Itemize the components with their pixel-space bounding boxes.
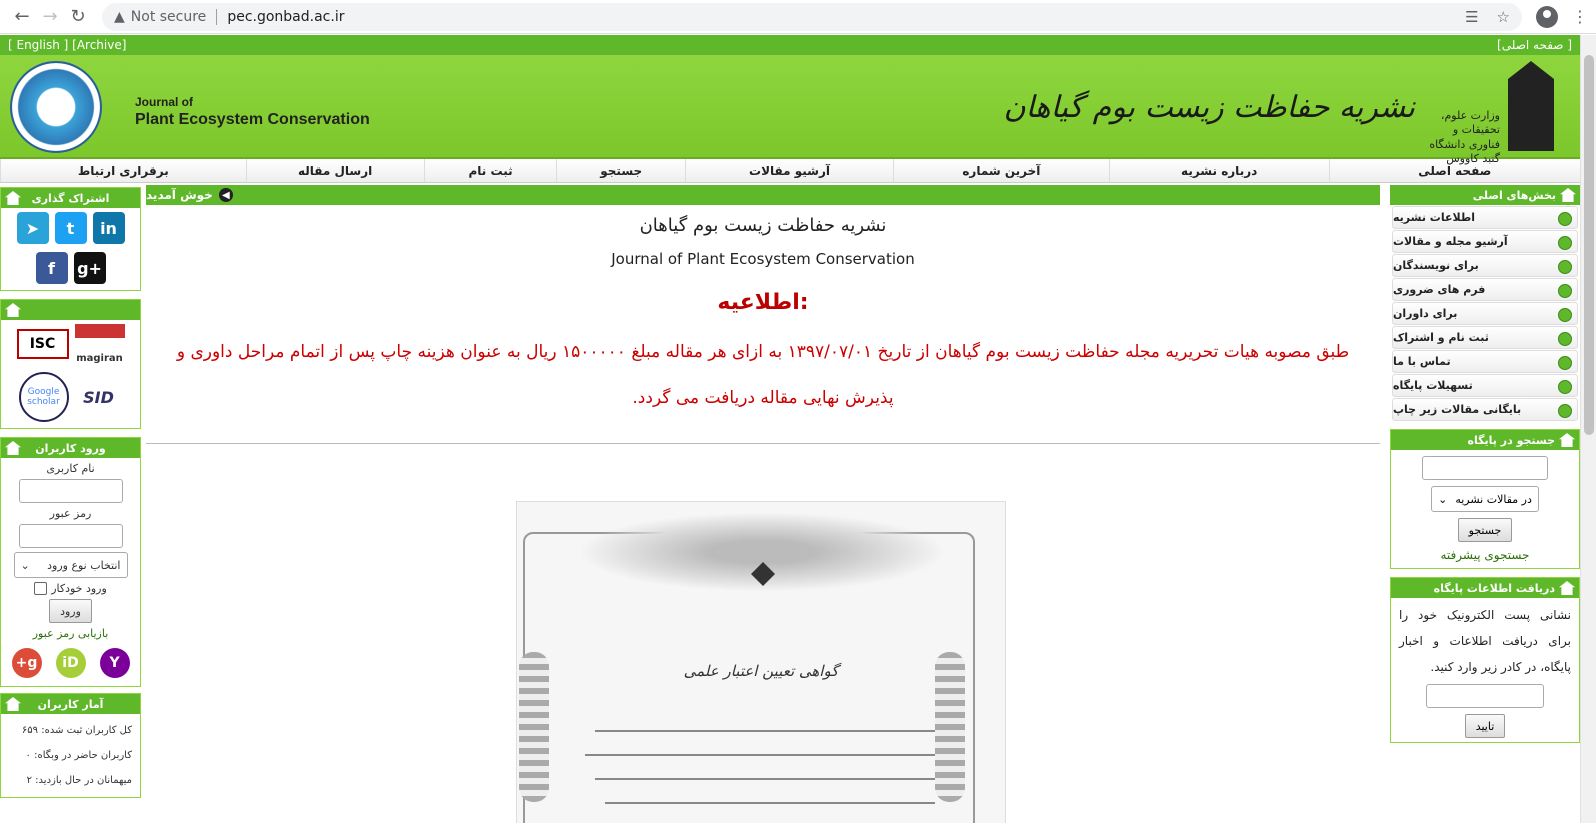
home-icon bbox=[5, 441, 21, 455]
right-sidebar bbox=[1390, 185, 1580, 743]
home-link[interactable]: [صفحه اصلی ] bbox=[1497, 38, 1572, 52]
sidebar-item[interactable]: بایگانی مقالات زیر چاپ bbox=[1392, 398, 1578, 421]
stat-guests: میهمانان در حال بازدید: ۲ bbox=[26, 775, 132, 786]
username-label: نام کاربری bbox=[46, 462, 95, 475]
site-header bbox=[0, 55, 1580, 165]
home-icon bbox=[5, 191, 21, 205]
journal-title-fa: نشریه حفاظت زیست بوم گیاهان bbox=[639, 215, 887, 236]
login-type-select[interactable]: انتخاب نوع ورود ⌄ bbox=[14, 552, 128, 578]
forward-icon[interactable]: → bbox=[42, 6, 58, 27]
journal-of-label: Journal of bbox=[135, 95, 194, 109]
orcid-login-icon[interactable]: iD bbox=[56, 648, 86, 678]
user-stats-header: آمار کاربران bbox=[1, 694, 140, 714]
top-links-bar bbox=[0, 35, 1580, 55]
scrollbar-thumb[interactable] bbox=[1584, 55, 1594, 435]
text-line bbox=[595, 730, 935, 732]
main-content bbox=[146, 185, 1380, 823]
stat-registered: کل کاربران ثبت شده: ۶۵۹ bbox=[21, 725, 132, 736]
journal-name-en: Plant Ecosystem Conservation bbox=[135, 111, 370, 128]
text-line bbox=[595, 778, 935, 780]
text-line bbox=[585, 754, 935, 756]
warning-icon: ▲ bbox=[114, 8, 125, 25]
auto-login-label: ورود خودکار bbox=[51, 582, 107, 595]
google-login-icon[interactable]: g+ bbox=[12, 648, 42, 678]
notice-text: طبق مصوبه هیات تحریریه مجله حفاظت زیست بوم گیاهان از تاریخ ۱۳۹۷/۰۷/۰۱ به ازای هر مقاله مبلغ ۱۵۰۰۰۰۰ ریال به عنوان هزینه چاپ پس از اتمام مراحل داوری و پذیرش نهایی مقاله دریافت می گردد. bbox=[176, 342, 1350, 408]
confirm-button[interactable]: تایید bbox=[1465, 714, 1506, 738]
home-icon bbox=[1559, 581, 1575, 595]
building-icon bbox=[1508, 61, 1554, 151]
twitter-icon[interactable]: t bbox=[55, 212, 87, 244]
chevron-down-icon: ⌄ bbox=[20, 558, 30, 572]
password-label: رمز عبور bbox=[49, 507, 92, 520]
notice-heading: اطلاعیه: bbox=[717, 290, 809, 315]
divider bbox=[146, 443, 1380, 444]
menu-kebab-icon[interactable]: ⋮ bbox=[1572, 7, 1588, 26]
reload-icon[interactable]: ↻ bbox=[70, 6, 86, 27]
share-header: اشتراک گذاری bbox=[1, 188, 140, 208]
left-sidebar bbox=[0, 185, 141, 798]
search-input[interactable] bbox=[1422, 456, 1548, 480]
address-bar[interactable] bbox=[102, 3, 1522, 31]
indexing-panel bbox=[0, 299, 141, 429]
university-emblem-logo[interactable] bbox=[10, 61, 102, 153]
google-plus-icon[interactable]: g+ bbox=[74, 252, 106, 284]
indexing-header bbox=[1, 300, 140, 320]
certificate-image bbox=[516, 501, 1006, 823]
recover-password-link[interactable]: بازیابی رمز عبور bbox=[32, 627, 109, 640]
yahoo-login-icon[interactable]: Y bbox=[100, 648, 130, 678]
menu-item[interactable]: ارسال مقاله bbox=[246, 159, 424, 182]
page-scrollbar[interactable] bbox=[1580, 35, 1596, 823]
university-caption: وزارت علوم، تحقیقات و فناوری دانشگاه گنبد کاووس bbox=[1429, 109, 1500, 165]
newsletter-panel bbox=[1390, 577, 1580, 743]
password-input[interactable] bbox=[19, 524, 123, 548]
login-panel bbox=[0, 437, 141, 687]
chevron-down-icon: ⌄ bbox=[1438, 492, 1448, 506]
stat-online: کاربران حاضر در وبگاه: ۰ bbox=[25, 750, 132, 761]
welcome-header: ◀ خوش آمدید bbox=[146, 185, 1380, 205]
bookmark-star-icon[interactable]: ☆ bbox=[1496, 7, 1510, 26]
sidebar-item[interactable]: برای داوران bbox=[1392, 302, 1578, 325]
language-archive-links[interactable]: [ English ] [Archive] bbox=[8, 38, 127, 52]
sid-logo[interactable]: SID bbox=[83, 387, 114, 407]
google-scholar-logo[interactable]: Google scholar bbox=[19, 372, 69, 422]
arrow-left-icon: ◀ bbox=[219, 188, 233, 202]
page bbox=[0, 35, 1580, 823]
journal-title-en: Journal of Plant Ecosystem Conservation bbox=[611, 250, 915, 268]
search-panel bbox=[1390, 429, 1580, 569]
sidebar-item[interactable]: تماس با ما bbox=[1392, 350, 1578, 373]
user-stats-panel bbox=[0, 693, 141, 798]
home-icon bbox=[5, 697, 21, 711]
not-secure-label: Not secure bbox=[130, 8, 207, 25]
facebook-icon[interactable]: f bbox=[36, 252, 68, 284]
search-button[interactable]: جستجو bbox=[1458, 518, 1513, 542]
translate-icon[interactable]: ☰ bbox=[1465, 7, 1479, 26]
search-scope-select[interactable]: در مقالات نشریه ⌄ bbox=[1431, 486, 1539, 512]
menu-item[interactable]: صفحه اصلی bbox=[1329, 159, 1580, 182]
advanced-search-link[interactable]: جستجوی پیشرفته bbox=[1440, 548, 1530, 562]
sidebar-item[interactable]: فرم های ضروری bbox=[1392, 278, 1578, 301]
certificate-title: گواهی تعیین اعتبار علمی bbox=[683, 662, 839, 680]
menu-item[interactable]: برقراری ارتباط bbox=[0, 159, 246, 182]
menu-item[interactable]: آخرین شماره bbox=[893, 159, 1109, 182]
login-header: ورود کاربران bbox=[1, 438, 140, 458]
text-line bbox=[605, 802, 935, 804]
english-title bbox=[135, 95, 370, 129]
auto-login-checkbox[interactable] bbox=[34, 582, 47, 595]
search-panel-header: جستجو در پایگاه bbox=[1391, 430, 1579, 450]
menu-item[interactable]: ثبت نام bbox=[424, 159, 557, 182]
url-text[interactable]: pec.gonbad.ac.ir bbox=[227, 8, 345, 25]
home-icon bbox=[1560, 188, 1576, 202]
menu-item[interactable]: آرشیو مقالات bbox=[685, 159, 893, 182]
browser-toolbar bbox=[0, 0, 1596, 34]
email-input[interactable] bbox=[1426, 684, 1544, 708]
share-panel bbox=[0, 187, 141, 291]
login-button[interactable]: ورود bbox=[49, 599, 92, 623]
sidebar-item[interactable]: تسهیلات پایگاه bbox=[1392, 374, 1578, 397]
persian-title: نشریه حفاظت زیست بوم گیاهان bbox=[1003, 90, 1415, 125]
home-icon bbox=[1559, 433, 1575, 447]
username-input[interactable] bbox=[19, 479, 123, 503]
main-sections-header: بخش‌های اصلی bbox=[1390, 185, 1580, 205]
university-logo bbox=[1429, 59, 1560, 165]
linkedin-icon[interactable]: in bbox=[93, 212, 125, 244]
sidebar-item[interactable]: اطلاعات نشریه bbox=[1392, 206, 1578, 229]
menu-item[interactable]: جستجو bbox=[556, 159, 685, 182]
sections-menu bbox=[1390, 206, 1580, 421]
telegram-icon[interactable]: ➤ bbox=[17, 212, 49, 244]
home-icon bbox=[5, 303, 21, 317]
magiran-logo[interactable]: magiran bbox=[75, 324, 125, 364]
back-icon[interactable]: ← bbox=[14, 6, 30, 27]
sidebar-item[interactable]: آرشیو مجله و مقالات bbox=[1392, 230, 1578, 253]
sidebar-item[interactable]: برای نویسندگان bbox=[1392, 254, 1578, 277]
newsletter-header: دریافت اطلاعات پایگاه bbox=[1391, 578, 1579, 598]
divider bbox=[216, 9, 217, 25]
main-menu bbox=[0, 159, 1580, 183]
profile-avatar-icon[interactable] bbox=[1536, 6, 1558, 28]
isc-logo[interactable]: ISC bbox=[17, 329, 69, 359]
sidebar-item[interactable]: ثبت نام و اشتراک bbox=[1392, 326, 1578, 349]
newsletter-text: نشانی پست الکترونیک خود را برای دریافت اطلاعات و اخبار پایگاه، در کادر زیر وارد کنید. bbox=[1399, 608, 1571, 674]
menu-item[interactable]: درباره نشریه bbox=[1109, 159, 1329, 182]
